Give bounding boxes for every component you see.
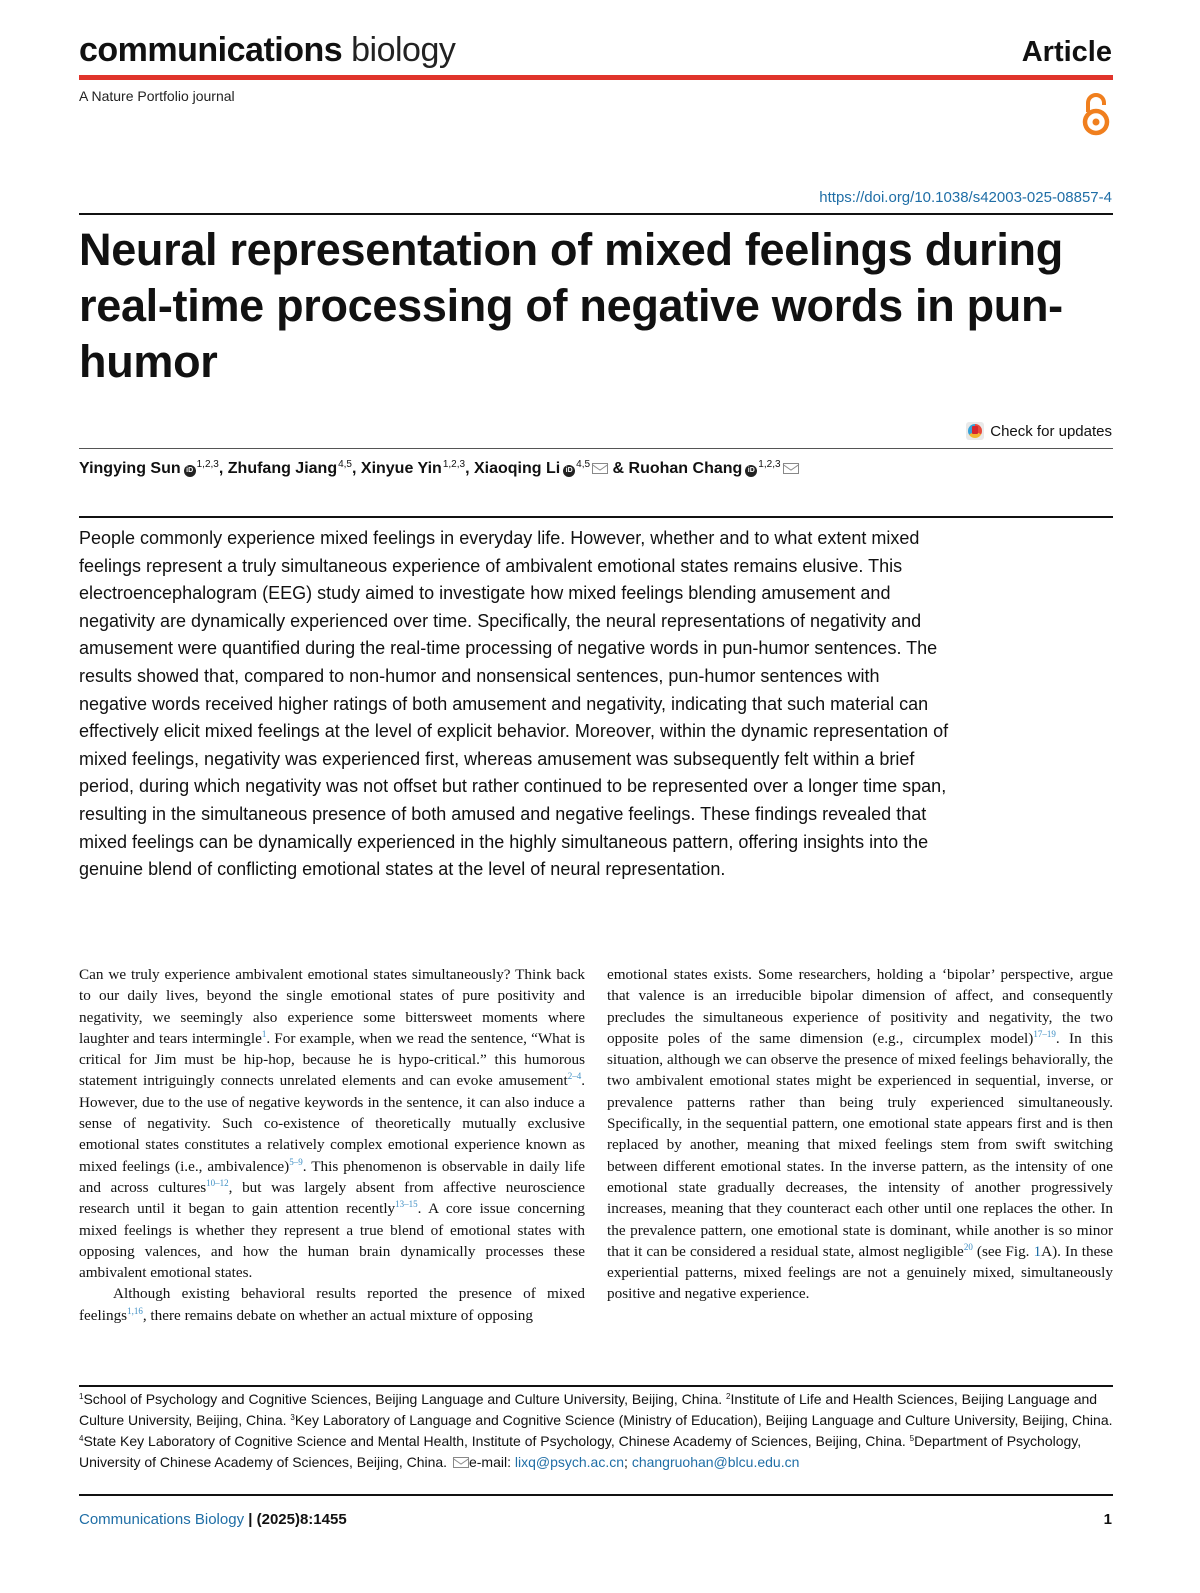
affiliation-text: Department of Psychology, University of Chinese Academy of Sciences, Beijing, China.	[79, 1433, 1082, 1470]
doi-link[interactable]: https://doi.org/10.1038/s42003-025-08857-4	[819, 189, 1112, 206]
author-separator: &	[608, 460, 629, 477]
author-separator: ,	[465, 460, 474, 477]
affiliations-rule	[79, 1385, 1113, 1387]
abstract-rule	[79, 516, 1113, 518]
author-affiliation: 4,5	[576, 459, 591, 470]
reference-link[interactable]: 1	[261, 1028, 267, 1039]
check-updates-label: Check for updates	[990, 422, 1112, 440]
email-label: e-mail:	[468, 1454, 515, 1470]
body-column-left	[79, 964, 585, 1326]
affiliation-text: State Key Laboratory of Cognitive Science and Mental Health, Institute of Psychology, Chinese Academy of Sciences, Beijing, China.	[83, 1433, 910, 1449]
author-name[interactable]: Xinyue Yin	[360, 460, 442, 477]
email-link[interactable]: lixq@psych.ac.cn	[514, 1454, 625, 1470]
footer-journal-link[interactable]: Communications Biology	[79, 1511, 245, 1528]
page-number: 1	[1103, 1511, 1112, 1528]
email-separator: ;	[624, 1454, 632, 1470]
journal-name-bold: communications	[79, 31, 343, 69]
header-rule	[79, 75, 1113, 80]
portfolio-label: A Nature Portfolio journal	[79, 88, 235, 104]
journal-name-light: biology	[351, 31, 456, 69]
reference-link[interactable]: 17–19	[1033, 1028, 1056, 1039]
orcid-icon[interactable]: iD	[184, 465, 196, 477]
author-affiliation: 1,2,3	[442, 459, 466, 470]
affiliation-text: Institute of Life and Health Sciences, Beijing Language and Culture University, Beijing, China.	[79, 1391, 1098, 1428]
abstract: People commonly experience mixed feelings in everyday life. However, whether and to what extent mixed feelings represent a truly simultaneous experience of ambivalent emotional states remains elusive. This electroencephalogram (EEG) study aimed to investigate how mixed feelings blending amusement and negativity are dynamically experienced over time. Specifically, the neural representations of negativity and amusement were quantified during the real-time processing of negative words in pun-humor sentences. The results showed that, compared to non-humor and nonsensical sentences, pun-humor sentences with negative words received higher ratings of both amusement and negativity, indicating that such material can effectively elicit mixed feelings at the level of explicit behavior. Moreover, within the dynamic representation of mixed feelings, negativity was experienced first, whereas amusement was subsequently felt within a brief period, during which negativity was not offset but rather continued to be represented over a longer time span, resulting in the simultaneous presence of both amused and negative feelings. These findings revealed that mixed feelings can be dynamically experienced in the highly simultaneous pattern, offering insights into the genuine blend of conflicting emotional states at the level of neural representation.	[79, 528, 949, 880]
reference-link[interactable]: 20	[963, 1241, 973, 1252]
author-name[interactable]: Xiaoqing Li	[473, 460, 561, 477]
reference-link[interactable]: 10–12	[206, 1177, 229, 1188]
affiliation-number: 3	[290, 1413, 295, 1422]
author-separator: ,	[218, 460, 228, 477]
email-icon[interactable]	[592, 463, 608, 474]
orcid-icon[interactable]: iD	[563, 465, 575, 477]
affiliations	[79, 1389, 1115, 1473]
affiliation-number: 1	[79, 1392, 84, 1401]
email-link[interactable]: changruohan@blcu.edu.cn	[631, 1454, 800, 1470]
article-type: Article	[1021, 36, 1112, 68]
body-paragraph: Can we truly experience ambivalent emotional states simultaneously? Think back to our daily lives, beyond the single emotional states of pure positivity and negativity, we seemingly also experience some bittersweet moments where laughter and tears intermingle$^1$. For example, when we read the sentence, “What is critical for Jim must be hip-hop, because he is hypo-critical.” this humorous statement intriguingly connects unrelated elements and can evoke amusement$^{2-4}$. However, due to the use of negative keywords in the sentence, it can also induce a sense of negativity. Such co-existence of theoretically mutually exclusive emotional states constitutes a relatively complex emotional experience known as mixed feelings (i.e., ambivalence)$^{5-9}$. This phenomenon is observable in daily life and across cultures$^{10-12}$, but was largely absent from affective neuroscience research until it began to gain attention recently$^{13-15}$. A core issue concerning mixed feelings is whether they represent a true blend of emotional states with opposing valences, and how the human brain dynamically processes these ambivalent emotional states.	[79, 966, 586, 1282]
author-affiliation: 4,5	[338, 459, 352, 470]
affiliation-number: 2	[726, 1392, 731, 1401]
body-paragraph: emotional states exists. Some researchers, holding a ‘bipolar’ perspective, argue that valence is an irreducible bipolar dimension of affect, and consequently precludes the simultaneous experience of positivity and negativity, the two opposite poles of the same dimension (e.g., circumplex model)$^{17-19}$. In this situation, although we can observe the presence of mixed feelings behaviorally, the two ambivalent emotional states might be experienced in sequential, inverse, or prevalence patterns rather than being truly experienced simultaneously. Specifically, in the sequential pattern, one emotional state appears first and is then replaced by another, meaning that mixed feelings stem from swift switching between different emotional states. In the inverse pattern, as the intensity of one emotional state gradually decreases, the intensity of another progressively increases, meaning that they counteract each other until one replaces the other. In the prevalence pattern, one emotional state is dominant, while another is so minor that it can be considered a residual state, almost negligible$^{20}$ (see Fig. 1A). In these experiential patterns, mixed feelings are not a genuinely mixed, simultaneously positive and negative experience.	[607, 966, 1113, 1303]
authors-rule	[79, 448, 1113, 449]
author-affiliation: 1,2,3	[196, 459, 219, 470]
journal-logo	[79, 30, 455, 70]
title-rule	[79, 213, 1113, 215]
reference-link[interactable]: 2–4	[567, 1071, 582, 1082]
reference-link[interactable]: 5–9	[289, 1156, 303, 1167]
open-access-icon	[1080, 90, 1112, 138]
orcid-icon[interactable]: iD	[745, 465, 757, 477]
footer-rule	[79, 1494, 1113, 1496]
affiliation-text: School of Psychology and Cognitive Sciences, Beijing Language and Culture University, Beijing, China.	[83, 1391, 727, 1407]
author-name[interactable]: Yingying Sun	[79, 460, 181, 477]
article-title: Neural representation of mixed feelings during real-time processing of negative words in pun-humor	[79, 224, 1063, 387]
author-separator: ,	[352, 460, 361, 477]
reference-link[interactable]: 13–15	[395, 1199, 418, 1210]
affiliation-number: 4	[79, 1434, 84, 1443]
footer-volume: | (2025)8:1455	[244, 1511, 347, 1528]
reference-link[interactable]: 1,16	[127, 1305, 143, 1316]
body-paragraph: Although existing behavioral results reported the presence of mixed feelings$^{1,16}$, there remains debate on whether an actual mixture of opposing	[79, 1285, 585, 1324]
check-updates-icon	[966, 422, 984, 440]
email-icon[interactable]	[783, 463, 799, 474]
figure-link[interactable]: 1	[1033, 1242, 1042, 1260]
body-column-right	[607, 964, 1113, 1305]
author-list	[79, 454, 799, 480]
author-name[interactable]: Ruohan Chang	[628, 460, 743, 477]
affiliation-number: 5	[909, 1434, 915, 1443]
author-name[interactable]: Zhufang Jiang	[227, 460, 338, 477]
author-affiliation: 1,2,3	[758, 459, 781, 470]
check-for-updates-button[interactable]	[966, 422, 1112, 440]
footer-citation	[79, 1511, 347, 1528]
email-icon	[453, 1457, 469, 1468]
affiliation-text: Key Laboratory of Language and Cognitive Science (Ministry of Education), Beijing Language and Culture University, Beijing, China.	[294, 1412, 1113, 1428]
